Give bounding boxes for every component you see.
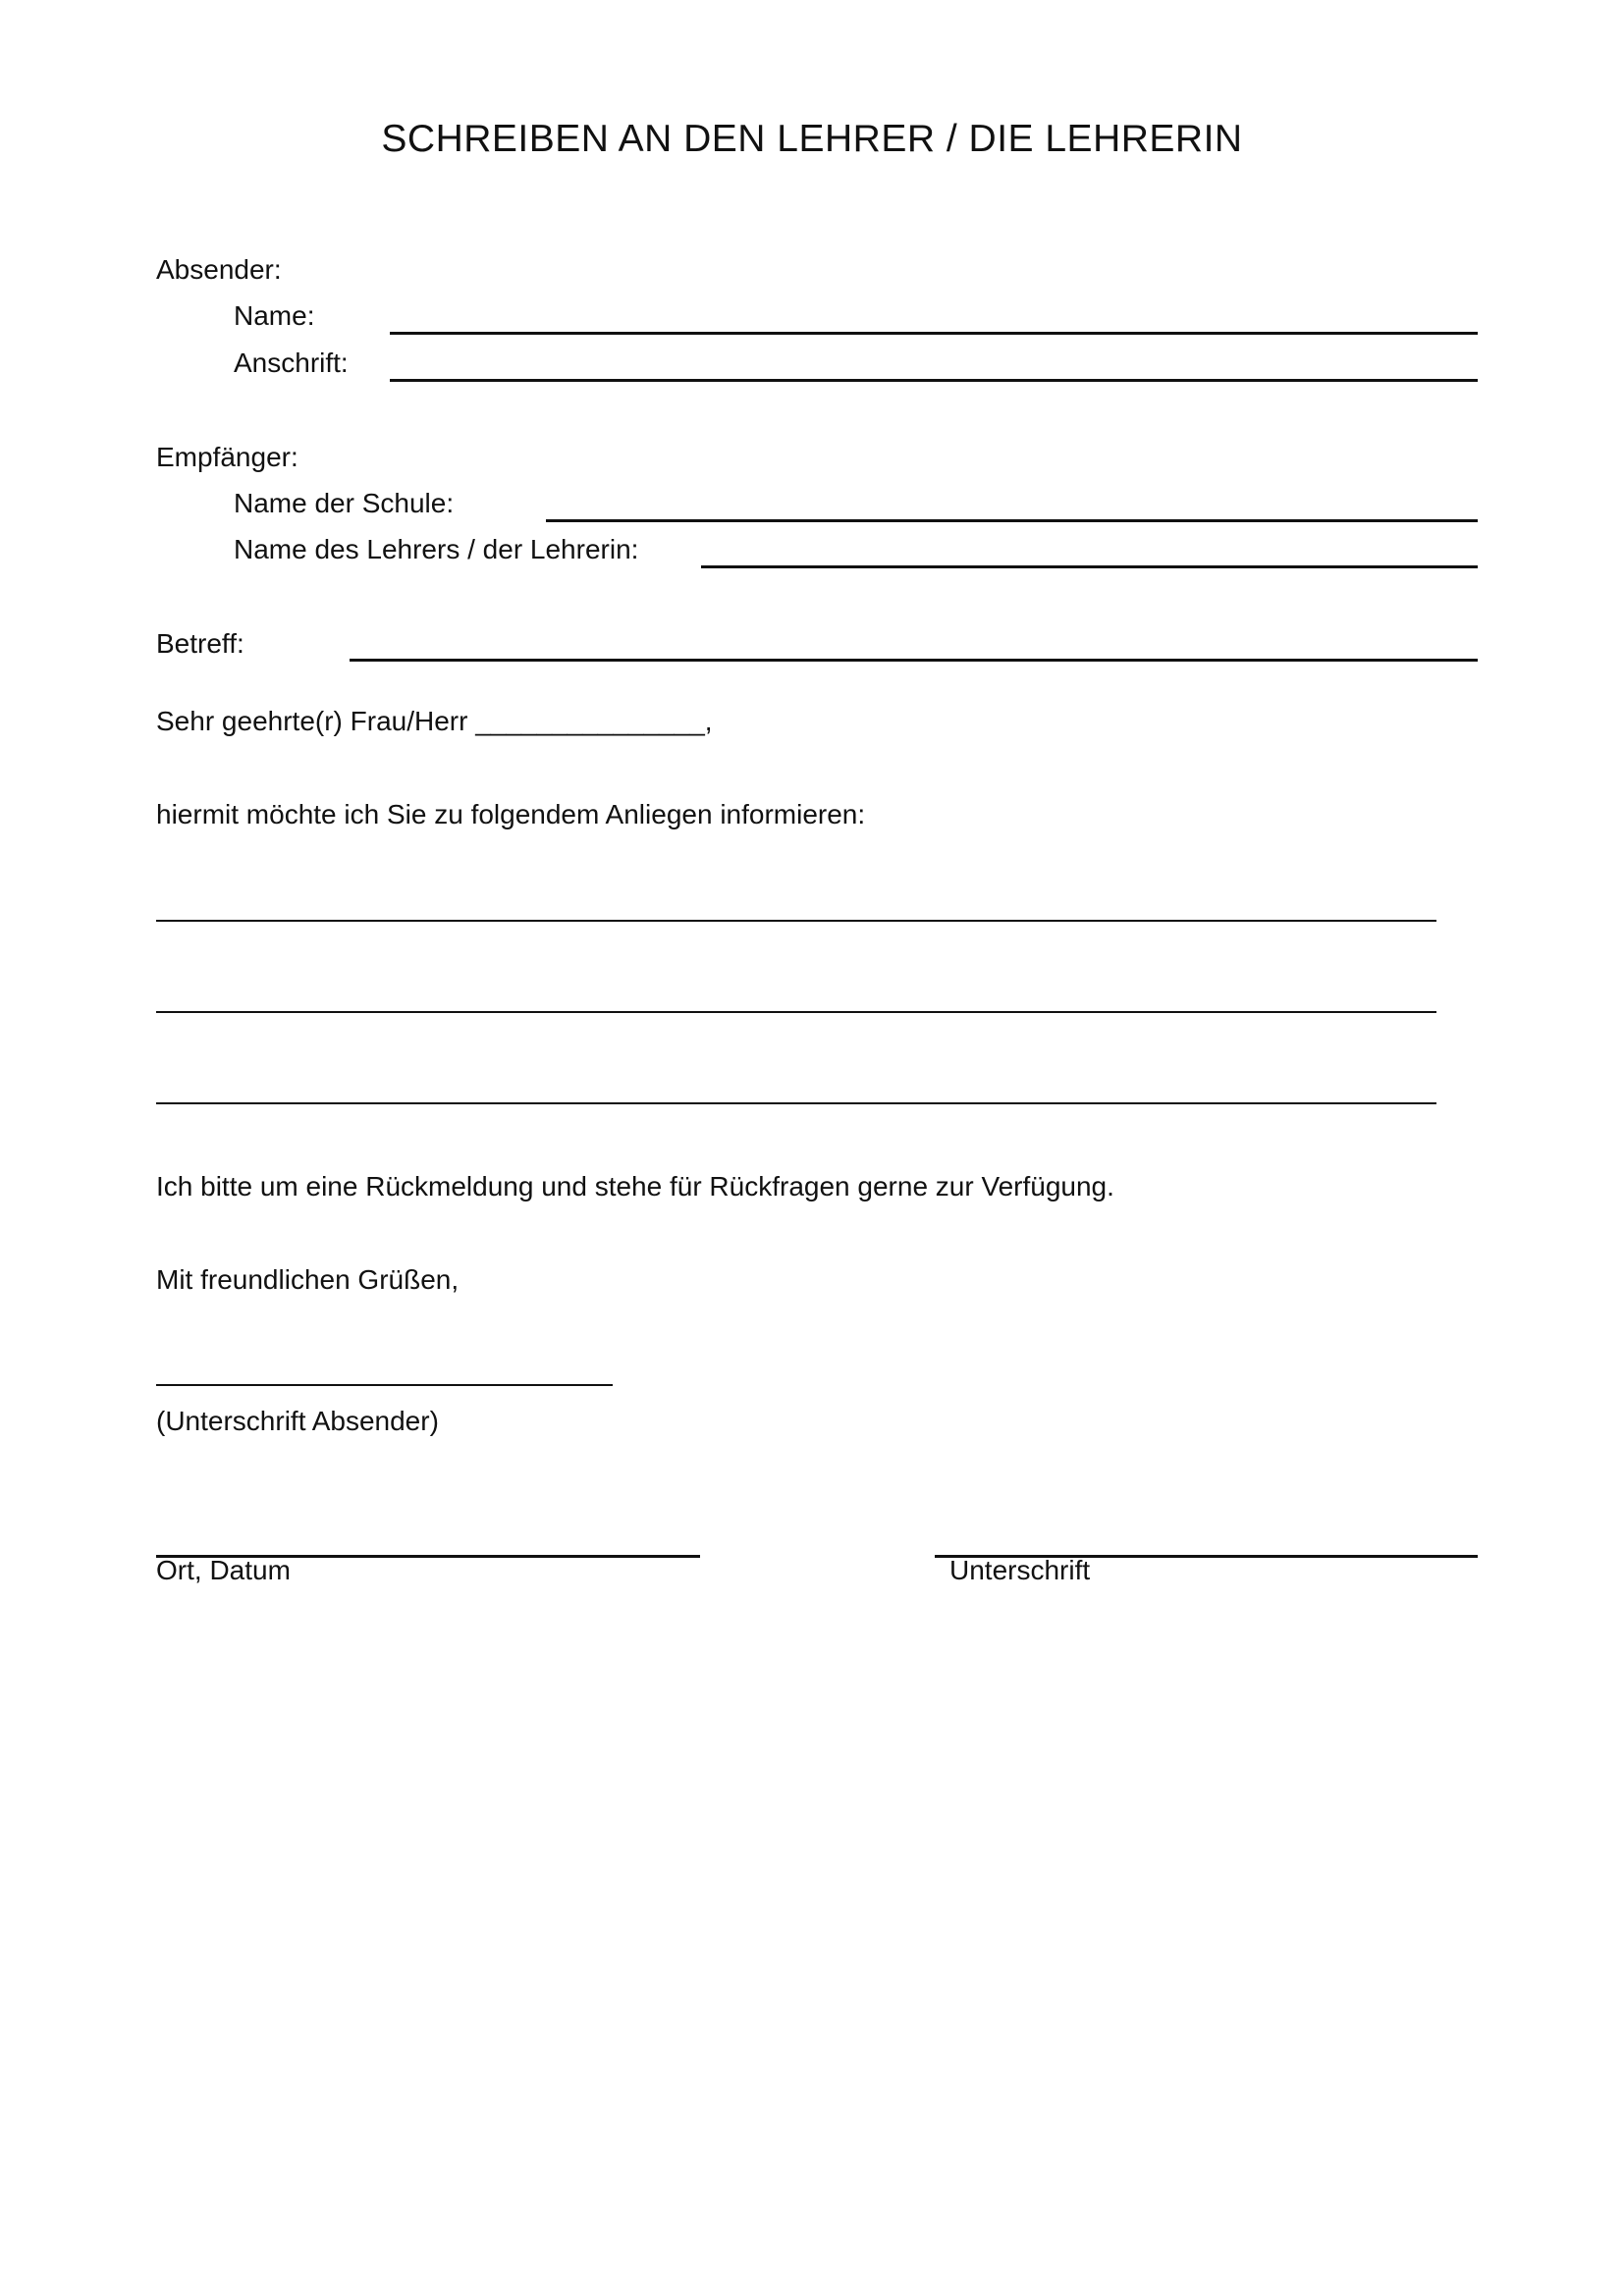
message-line-1[interactable]: [156, 920, 1436, 922]
recipient-teacher-label: Name des Lehrers / der Lehrerin:: [234, 534, 639, 564]
recipient-teacher-field[interactable]: [701, 565, 1478, 568]
message-line-3[interactable]: [156, 1102, 1436, 1104]
sender-signature-line[interactable]: [156, 1384, 613, 1386]
closing-request: Ich bitte um eine Rückmeldung und stehe für Rückfragen gerne zur Verfügung.: [156, 1171, 1114, 1201]
recipient-school-field[interactable]: [546, 519, 1478, 522]
sender-signature-caption: (Unterschrift Absender): [156, 1406, 439, 1436]
document-title: SCHREIBEN AN DEN LEHRER / DIE LEHRERIN: [381, 118, 1243, 160]
sender-heading: Absender:: [156, 254, 282, 285]
subject-label: Betreff:: [156, 628, 244, 659]
recipient-heading: Empfänger:: [156, 442, 298, 472]
intro-text: hiermit möchte ich Sie zu folgendem Anliegen informieren:: [156, 799, 866, 829]
salutation: Sehr geehrte(r) Frau/Herr _______________,: [156, 706, 713, 736]
subject-field[interactable]: [350, 659, 1478, 662]
sender-name-field[interactable]: [390, 332, 1478, 335]
sender-name-label: Name:: [234, 300, 315, 331]
sender-address-field[interactable]: [390, 379, 1478, 382]
recipient-school-label: Name der Schule:: [234, 488, 455, 518]
sender-address-label: Anschrift:: [234, 347, 349, 378]
greeting: Mit freundlichen Grüßen,: [156, 1264, 460, 1295]
place-date-caption: Ort, Datum: [156, 1555, 291, 1585]
signature-caption: Unterschrift: [949, 1555, 1091, 1585]
message-line-2[interactable]: [156, 1011, 1436, 1013]
